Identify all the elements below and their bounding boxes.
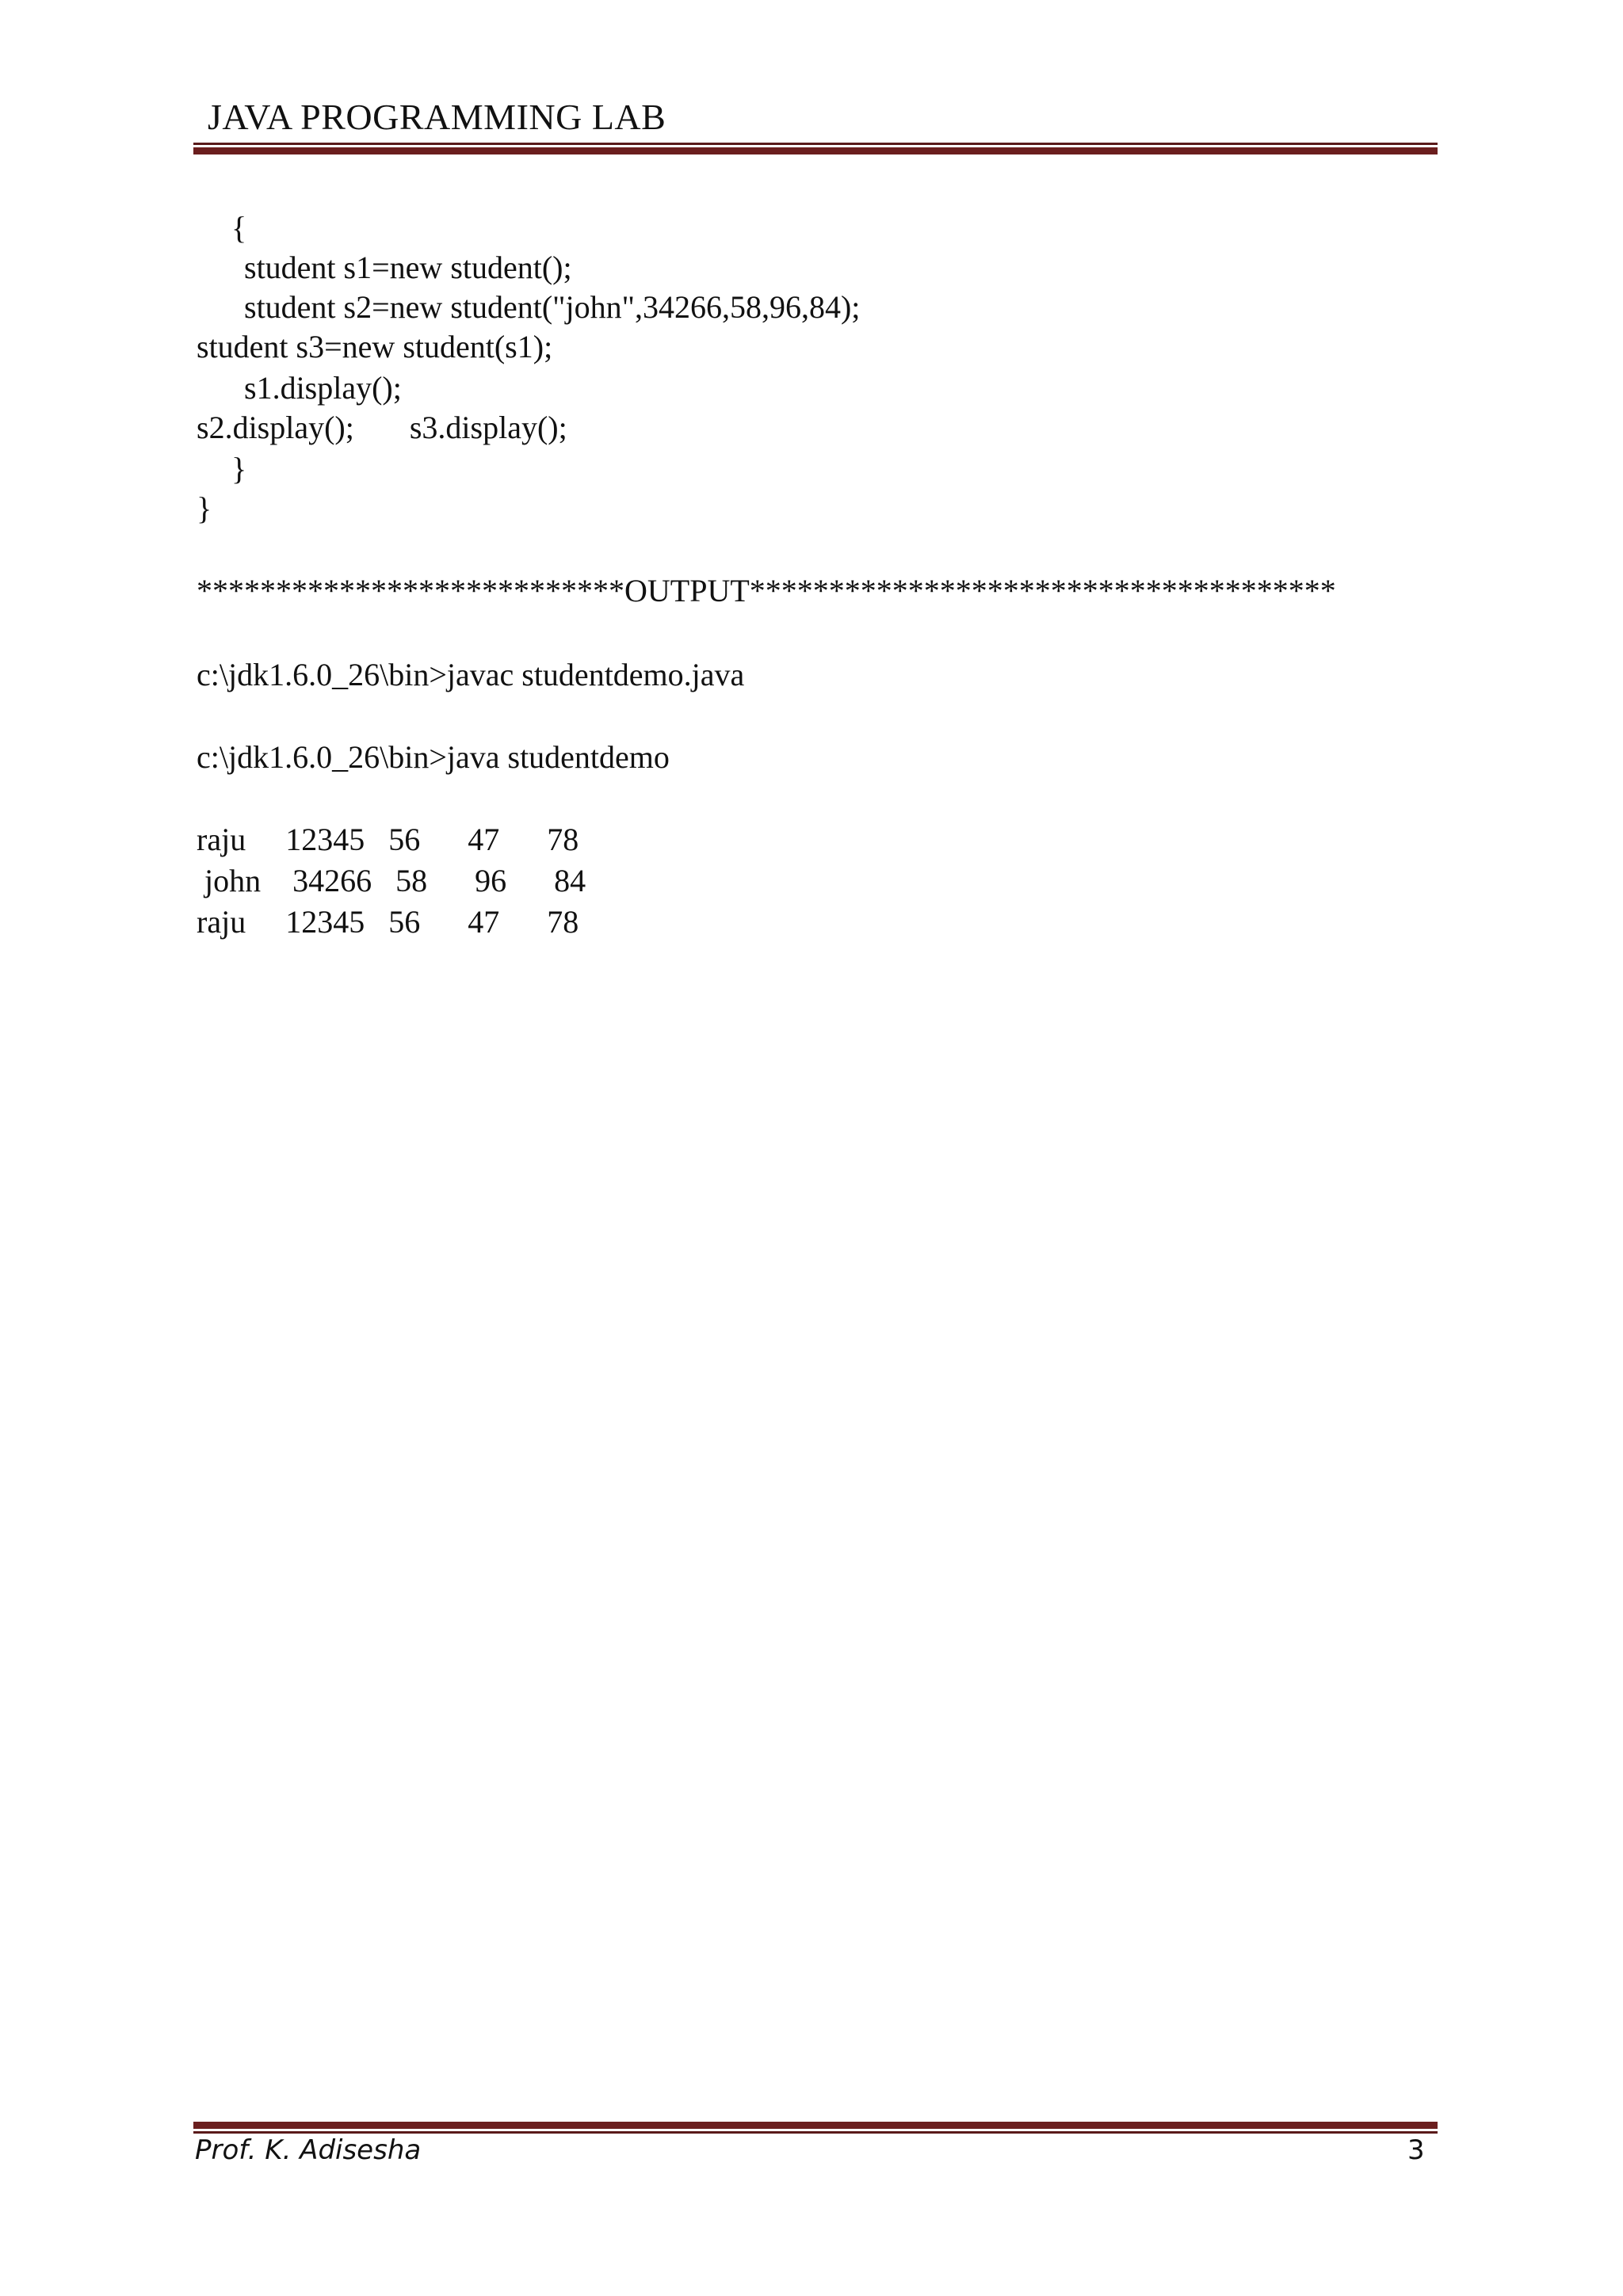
output-row: john 34266 58 96 84 [197,863,586,898]
page-number: 3 [1407,2134,1425,2166]
command-line: c:\jdk1.6.0_26\bin>java studentdemo [197,739,670,775]
code-line: { [231,210,247,246]
output-row: raju 12345 56 47 78 [197,822,579,857]
header-divider [193,143,1438,154]
code-line: student s1=new student(); [244,250,572,285]
output-row: raju 12345 56 47 78 [197,904,579,940]
code-line: s2.display(); s3.display(); [197,410,567,445]
page-header-title: JAVA PROGRAMMING LAB [208,97,666,137]
code-line: s1.display(); [244,370,402,406]
command-line: c:\jdk1.6.0_26\bin>javac studentdemo.java [197,657,745,692]
code-line: student s2=new student("john",34266,58,96,84); [244,289,861,325]
code-line: student s3=new student(s1); [197,329,553,364]
code-line: } [197,490,212,526]
output-separator: ***************************OUTPUT************************************* [197,573,1336,608]
footer-author: Prof. K. Adisesha [195,2134,422,2166]
code-line: } [231,451,247,486]
